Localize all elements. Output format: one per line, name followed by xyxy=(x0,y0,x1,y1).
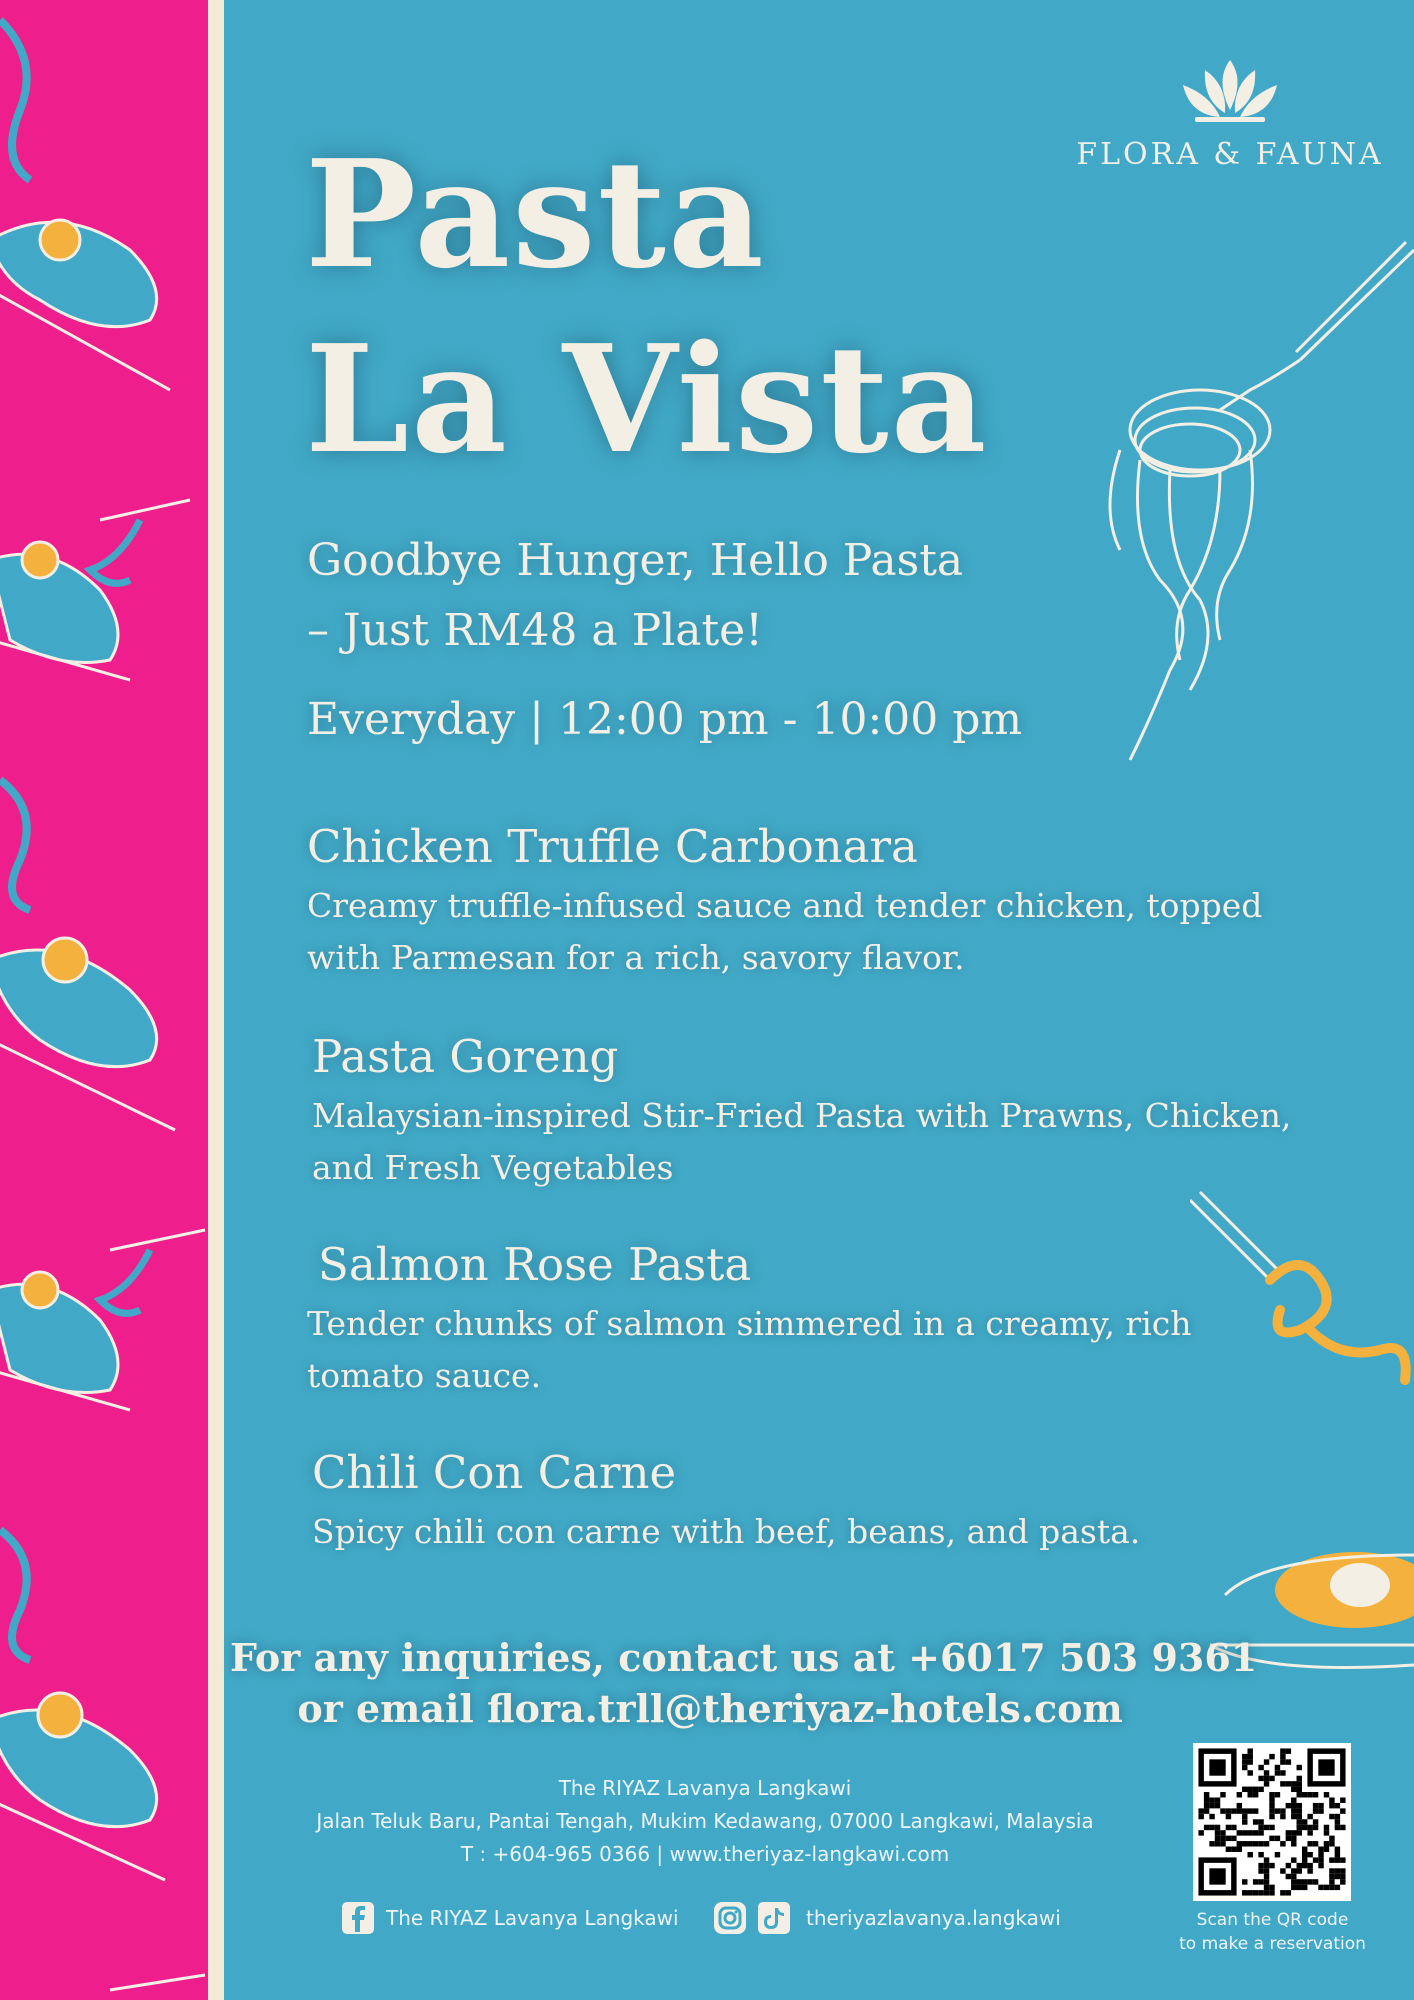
brand-logo xyxy=(1070,55,1390,180)
opening-hours: Everyday | 12:00 pm - 10:00 pm xyxy=(307,694,1023,745)
facebook-link[interactable] xyxy=(340,1898,679,1938)
dish-description xyxy=(307,880,1367,984)
dish-description-line: and Fresh Vegetables xyxy=(312,1148,674,1187)
decorative-strip xyxy=(0,0,208,2000)
lotus-icon xyxy=(1175,55,1285,125)
pasta-illustration-strip xyxy=(0,0,208,2000)
tagline-line-1: Goodbye Hunger, Hello Pasta xyxy=(307,535,964,586)
dish-name: Salmon Rose Pasta xyxy=(318,1238,752,1291)
logo-text: FLORA & FAUNA xyxy=(1076,137,1384,172)
dish-name: Chicken Truffle Carbonara xyxy=(307,820,918,873)
contact-phone: For any inquiries, contact us at +6017 503 9361 xyxy=(230,1635,1258,1680)
dish-name: Chili Con Carne xyxy=(312,1446,677,1499)
instagram-handle: theriyazlavanya.langkawi xyxy=(806,1906,1061,1930)
dish-description-line: tomato sauce. xyxy=(307,1356,542,1395)
dish-description-line: Creamy truffle-infused sauce and tender chicken, topped xyxy=(307,886,1263,925)
dish-description xyxy=(312,1506,1272,1558)
dish-description xyxy=(307,1298,1267,1402)
title-line-1: Pasta xyxy=(305,127,766,301)
facebook-icon xyxy=(340,1900,376,1936)
tagline-line-2: – Just RM48 a Plate! xyxy=(307,605,763,656)
dish-description xyxy=(312,1090,1402,1194)
title-line-2: La Vista xyxy=(305,312,989,486)
dish-name: Pasta Goreng xyxy=(312,1030,619,1083)
instagram-tiktok-link[interactable] xyxy=(712,1898,1061,1938)
dish-description-line: Spicy chili con carne with beef, beans, and pasta. xyxy=(312,1512,1141,1551)
dish-description-line: Tender chunks of salmon simmered in a creamy, rich xyxy=(307,1304,1192,1343)
fork-spaghetti-illustration xyxy=(1070,240,1414,770)
strip-divider xyxy=(208,0,224,2000)
instagram-icon xyxy=(712,1900,748,1936)
contact-email: or email flora.trll@theriyaz-hotels.com xyxy=(297,1686,1123,1731)
facebook-handle: The RIYAZ Lavanya Langkawi xyxy=(386,1906,679,1930)
dish-description-line: Malaysian-inspired Stir-Fried Pasta with Prawns, Chicken, xyxy=(312,1096,1292,1135)
reservation-qr-code[interactable] xyxy=(1193,1743,1351,1901)
hotel-address: Jalan Teluk Baru, Pantai Tengah, Mukim Kedawang, 07000 Langkawi, Malaysia xyxy=(316,1809,1094,1833)
qr-caption-line-1: Scan the QR code xyxy=(1196,1910,1349,1930)
hotel-name: The RIYAZ Lavanya Langkawi xyxy=(558,1776,852,1800)
tiktok-icon xyxy=(756,1900,792,1936)
qr-caption-line-2: to make a reservation xyxy=(1179,1934,1366,1954)
dish-description-line: with Parmesan for a rich, savory flavor. xyxy=(307,938,965,977)
hotel-phone-website: T : +604-965 0366 | www.theriyaz-langkawi.com xyxy=(460,1842,950,1866)
